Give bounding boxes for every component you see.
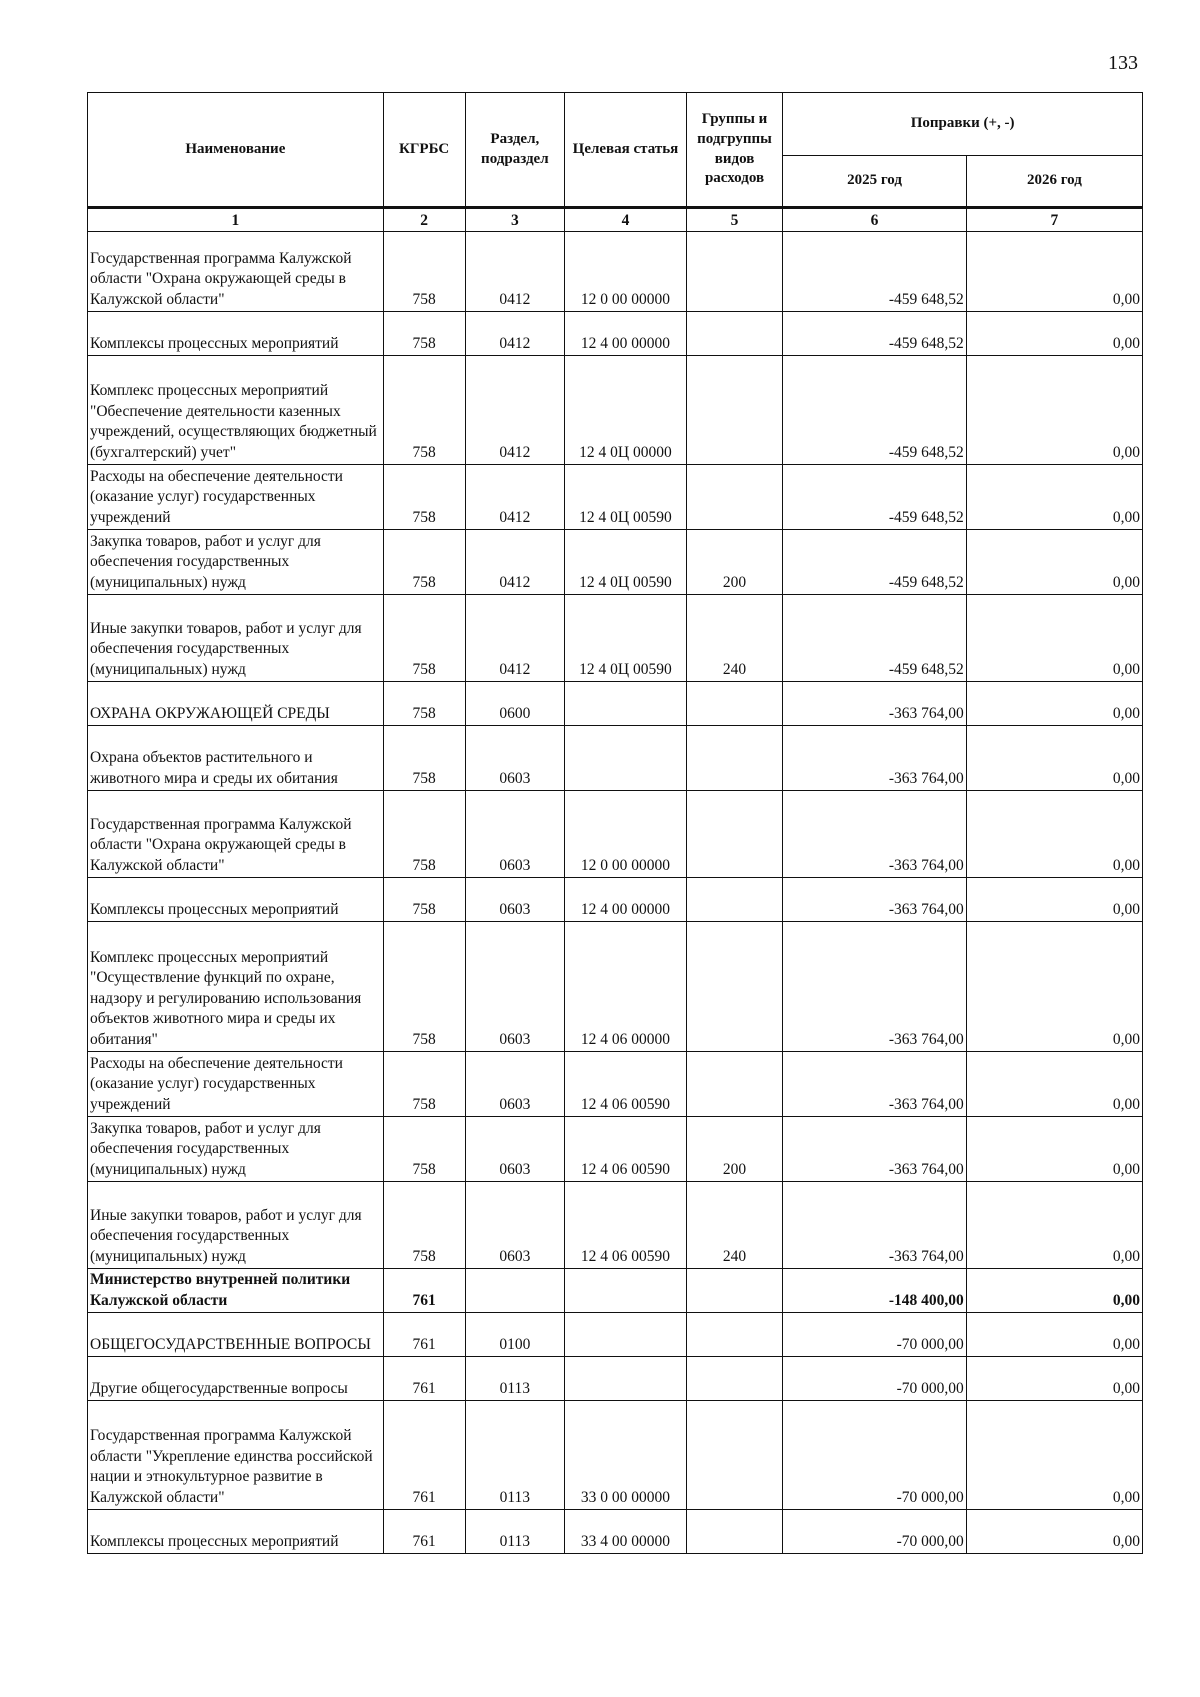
row-kgrbs: 758 bbox=[383, 1117, 465, 1182]
row-amount-2026: 0,00 bbox=[966, 312, 1142, 356]
row-amount-2025: -459 648,52 bbox=[783, 530, 967, 595]
row-kgrbs: 758 bbox=[383, 791, 465, 878]
row-target: 12 0 00 00000 bbox=[565, 791, 687, 878]
row-name: Расходы на обеспечение деятельности (оказание услуг) государственных учреждений bbox=[88, 1052, 384, 1117]
row-target: 12 0 00 00000 bbox=[565, 232, 687, 312]
row-name: Комплекс процессных мероприятий "Обеспечение деятельности казенных учреждений, осуществляющих бюджетный (бухгалтерский) учет" bbox=[88, 356, 384, 465]
row-amount-2025: -148 400,00 bbox=[783, 1269, 967, 1313]
row-kgrbs: 761 bbox=[383, 1510, 465, 1554]
row-amount-2026: 0,00 bbox=[966, 1117, 1142, 1182]
row-expense-group bbox=[686, 878, 782, 922]
row-amount-2026: 0,00 bbox=[966, 682, 1142, 726]
row-section: 0603 bbox=[465, 1182, 565, 1269]
row-amount-2026: 0,00 bbox=[966, 232, 1142, 312]
table-row bbox=[88, 726, 1143, 791]
row-target bbox=[565, 1313, 687, 1357]
row-section bbox=[465, 1269, 565, 1313]
row-expense-group: 200 bbox=[686, 530, 782, 595]
row-target: 12 4 00 00000 bbox=[565, 878, 687, 922]
header-amendments: Поправки (+, -) bbox=[783, 93, 1143, 156]
row-expense-group bbox=[686, 791, 782, 878]
row-name: Иные закупки товаров, работ и услуг для обеспечения государственных (муниципальных) нужд bbox=[88, 1182, 384, 1269]
row-target: 12 4 0Ц 00590 bbox=[565, 530, 687, 595]
row-kgrbs: 758 bbox=[383, 922, 465, 1052]
row-kgrbs: 758 bbox=[383, 465, 465, 530]
row-amount-2026: 0,00 bbox=[966, 1510, 1142, 1554]
row-target: 33 4 00 00000 bbox=[565, 1510, 687, 1554]
row-amount-2026: 0,00 bbox=[966, 922, 1142, 1052]
row-name: Комплексы процессных мероприятий bbox=[88, 878, 384, 922]
header-name: Наименование bbox=[88, 93, 384, 208]
row-name: Государственная программа Калужской области "Охрана окружающей среды в Калужской области" bbox=[88, 232, 384, 312]
row-amount-2026: 0,00 bbox=[966, 878, 1142, 922]
page-number: 133 bbox=[1108, 52, 1138, 74]
row-amount-2025: -363 764,00 bbox=[783, 878, 967, 922]
table-row bbox=[88, 1117, 1143, 1182]
header-groups: Группы и подгруппы видов расходов bbox=[686, 93, 782, 208]
table-row bbox=[88, 682, 1143, 726]
row-name: ОБЩЕГОСУДАРСТВЕННЫЕ ВОПРОСЫ bbox=[88, 1313, 384, 1357]
row-section: 0603 bbox=[465, 726, 565, 791]
row-kgrbs: 758 bbox=[383, 1052, 465, 1117]
row-kgrbs: 758 bbox=[383, 312, 465, 356]
row-amount-2026: 0,00 bbox=[966, 1052, 1142, 1117]
row-expense-group bbox=[686, 1052, 782, 1117]
row-name: Государственная программа Калужской области "Охрана окружающей среды в Калужской области" bbox=[88, 791, 384, 878]
row-expense-group bbox=[686, 356, 782, 465]
budget-amendments-table bbox=[87, 92, 1143, 1554]
table-row bbox=[88, 1052, 1143, 1117]
row-section: 0600 bbox=[465, 682, 565, 726]
row-section: 0412 bbox=[465, 595, 565, 682]
table-row bbox=[88, 356, 1143, 465]
row-target: 12 4 0Ц 00590 bbox=[565, 465, 687, 530]
row-expense-group: 240 bbox=[686, 1182, 782, 1269]
header-target: Целевая статья bbox=[565, 93, 687, 208]
row-kgrbs: 758 bbox=[383, 726, 465, 791]
table-row bbox=[88, 465, 1143, 530]
row-name: Другие общегосударственные вопросы bbox=[88, 1357, 384, 1401]
row-expense-group bbox=[686, 922, 782, 1052]
column-number: 3 bbox=[465, 208, 565, 232]
row-target bbox=[565, 1357, 687, 1401]
row-section: 0412 bbox=[465, 312, 565, 356]
row-expense-group bbox=[686, 682, 782, 726]
row-section: 0113 bbox=[465, 1357, 565, 1401]
row-section: 0412 bbox=[465, 356, 565, 465]
row-amount-2026: 0,00 bbox=[966, 1313, 1142, 1357]
row-amount-2025: -459 648,52 bbox=[783, 465, 967, 530]
column-number: 6 bbox=[783, 208, 967, 232]
table-row bbox=[88, 791, 1143, 878]
row-kgrbs: 761 bbox=[383, 1357, 465, 1401]
row-section: 0113 bbox=[465, 1401, 565, 1510]
row-name: Министерство внутренней политики Калужской области bbox=[88, 1269, 384, 1313]
row-expense-group bbox=[686, 1401, 782, 1510]
column-number: 4 bbox=[565, 208, 687, 232]
row-expense-group bbox=[686, 465, 782, 530]
row-kgrbs: 758 bbox=[383, 1182, 465, 1269]
row-amount-2026: 0,00 bbox=[966, 791, 1142, 878]
column-number: 7 bbox=[966, 208, 1142, 232]
row-name: Закупка товаров, работ и услуг для обеспечения государственных (муниципальных) нужд bbox=[88, 1117, 384, 1182]
table-row bbox=[88, 922, 1143, 1052]
row-section: 0100 bbox=[465, 1313, 565, 1357]
column-number: 1 bbox=[88, 208, 384, 232]
row-amount-2026: 0,00 bbox=[966, 1182, 1142, 1269]
row-name: Иные закупки товаров, работ и услуг для обеспечения государственных (муниципальных) нужд bbox=[88, 595, 384, 682]
row-section: 0412 bbox=[465, 232, 565, 312]
row-amount-2025: -363 764,00 bbox=[783, 791, 967, 878]
row-target: 12 4 06 00590 bbox=[565, 1182, 687, 1269]
header-year-2025: 2025 год bbox=[783, 156, 967, 208]
row-expense-group bbox=[686, 1510, 782, 1554]
row-expense-group bbox=[686, 1357, 782, 1401]
row-amount-2025: -459 648,52 bbox=[783, 312, 967, 356]
row-amount-2026: 0,00 bbox=[966, 465, 1142, 530]
row-target: 33 0 00 00000 bbox=[565, 1401, 687, 1510]
row-target: 12 4 06 00590 bbox=[565, 1117, 687, 1182]
row-kgrbs: 758 bbox=[383, 232, 465, 312]
row-expense-group bbox=[686, 1269, 782, 1313]
row-target bbox=[565, 726, 687, 791]
table-row bbox=[88, 1313, 1143, 1357]
row-section: 0113 bbox=[465, 1510, 565, 1554]
row-expense-group: 240 bbox=[686, 595, 782, 682]
row-kgrbs: 758 bbox=[383, 878, 465, 922]
row-expense-group bbox=[686, 232, 782, 312]
row-expense-group bbox=[686, 1313, 782, 1357]
table-row bbox=[88, 232, 1143, 312]
row-kgrbs: 758 bbox=[383, 356, 465, 465]
table-row bbox=[88, 312, 1143, 356]
row-target: 12 4 00 00000 bbox=[565, 312, 687, 356]
table-row bbox=[88, 1182, 1143, 1269]
row-name: Расходы на обеспечение деятельности (оказание услуг) государственных учреждений bbox=[88, 465, 384, 530]
row-amount-2026: 0,00 bbox=[966, 1269, 1142, 1313]
table-row bbox=[88, 1401, 1143, 1510]
row-target bbox=[565, 1269, 687, 1313]
row-amount-2025: -70 000,00 bbox=[783, 1313, 967, 1357]
row-kgrbs: 758 bbox=[383, 595, 465, 682]
row-name: Закупка товаров, работ и услуг для обеспечения государственных (муниципальных) нужд bbox=[88, 530, 384, 595]
row-section: 0603 bbox=[465, 1117, 565, 1182]
row-section: 0412 bbox=[465, 530, 565, 595]
row-amount-2025: -70 000,00 bbox=[783, 1357, 967, 1401]
row-amount-2025: -363 764,00 bbox=[783, 726, 967, 791]
row-section: 0603 bbox=[465, 878, 565, 922]
row-target: 12 4 0Ц 00000 bbox=[565, 356, 687, 465]
row-name: ОХРАНА ОКРУЖАЮЩЕЙ СРЕДЫ bbox=[88, 682, 384, 726]
row-amount-2025: -459 648,52 bbox=[783, 356, 967, 465]
row-amount-2026: 0,00 bbox=[966, 595, 1142, 682]
row-amount-2026: 0,00 bbox=[966, 356, 1142, 465]
row-kgrbs: 758 bbox=[383, 682, 465, 726]
column-number-row bbox=[88, 208, 1143, 232]
row-section: 0603 bbox=[465, 922, 565, 1052]
column-number: 2 bbox=[383, 208, 465, 232]
row-name: Комплекс процессных мероприятий "Осуществление функций по охране, надзору и регулированию использования объектов животного мира и среды их обитания" bbox=[88, 922, 384, 1052]
row-amount-2025: -459 648,52 bbox=[783, 232, 967, 312]
row-amount-2025: -70 000,00 bbox=[783, 1510, 967, 1554]
row-name: Государственная программа Калужской области "Укрепление единства российской нации и этнокультурное развитие в Калужской области" bbox=[88, 1401, 384, 1510]
row-expense-group: 200 bbox=[686, 1117, 782, 1182]
row-amount-2025: -363 764,00 bbox=[783, 922, 967, 1052]
row-expense-group bbox=[686, 312, 782, 356]
header-section: Раздел, подраздел bbox=[465, 93, 565, 208]
table-row bbox=[88, 530, 1143, 595]
row-name: Охрана объектов растительного и животного мира и среды их обитания bbox=[88, 726, 384, 791]
row-target bbox=[565, 682, 687, 726]
table-row bbox=[88, 878, 1143, 922]
row-amount-2026: 0,00 bbox=[966, 1357, 1142, 1401]
table-row bbox=[88, 1510, 1143, 1554]
row-name: Комплексы процессных мероприятий bbox=[88, 312, 384, 356]
row-amount-2026: 0,00 bbox=[966, 1401, 1142, 1510]
row-amount-2025: -459 648,52 bbox=[783, 595, 967, 682]
table-row bbox=[88, 1269, 1143, 1313]
row-kgrbs: 761 bbox=[383, 1313, 465, 1357]
row-section: 0412 bbox=[465, 465, 565, 530]
row-amount-2026: 0,00 bbox=[966, 726, 1142, 791]
row-amount-2025: -363 764,00 bbox=[783, 1182, 967, 1269]
row-amount-2025: -70 000,00 bbox=[783, 1401, 967, 1510]
table-row bbox=[88, 1357, 1143, 1401]
column-number: 5 bbox=[686, 208, 782, 232]
row-section: 0603 bbox=[465, 1052, 565, 1117]
row-amount-2026: 0,00 bbox=[966, 530, 1142, 595]
header-kgrbs: КГРБС bbox=[383, 93, 465, 208]
row-target: 12 4 06 00000 bbox=[565, 922, 687, 1052]
row-expense-group bbox=[686, 726, 782, 791]
header-year-2026: 2026 год bbox=[966, 156, 1142, 208]
row-section: 0603 bbox=[465, 791, 565, 878]
row-name: Комплексы процессных мероприятий bbox=[88, 1510, 384, 1554]
row-amount-2025: -363 764,00 bbox=[783, 1117, 967, 1182]
row-kgrbs: 761 bbox=[383, 1401, 465, 1510]
row-amount-2025: -363 764,00 bbox=[783, 682, 967, 726]
table-row bbox=[88, 595, 1143, 682]
row-kgrbs: 758 bbox=[383, 530, 465, 595]
row-amount-2025: -363 764,00 bbox=[783, 1052, 967, 1117]
row-target: 12 4 0Ц 00590 bbox=[565, 595, 687, 682]
row-kgrbs: 761 bbox=[383, 1269, 465, 1313]
row-target: 12 4 06 00590 bbox=[565, 1052, 687, 1117]
